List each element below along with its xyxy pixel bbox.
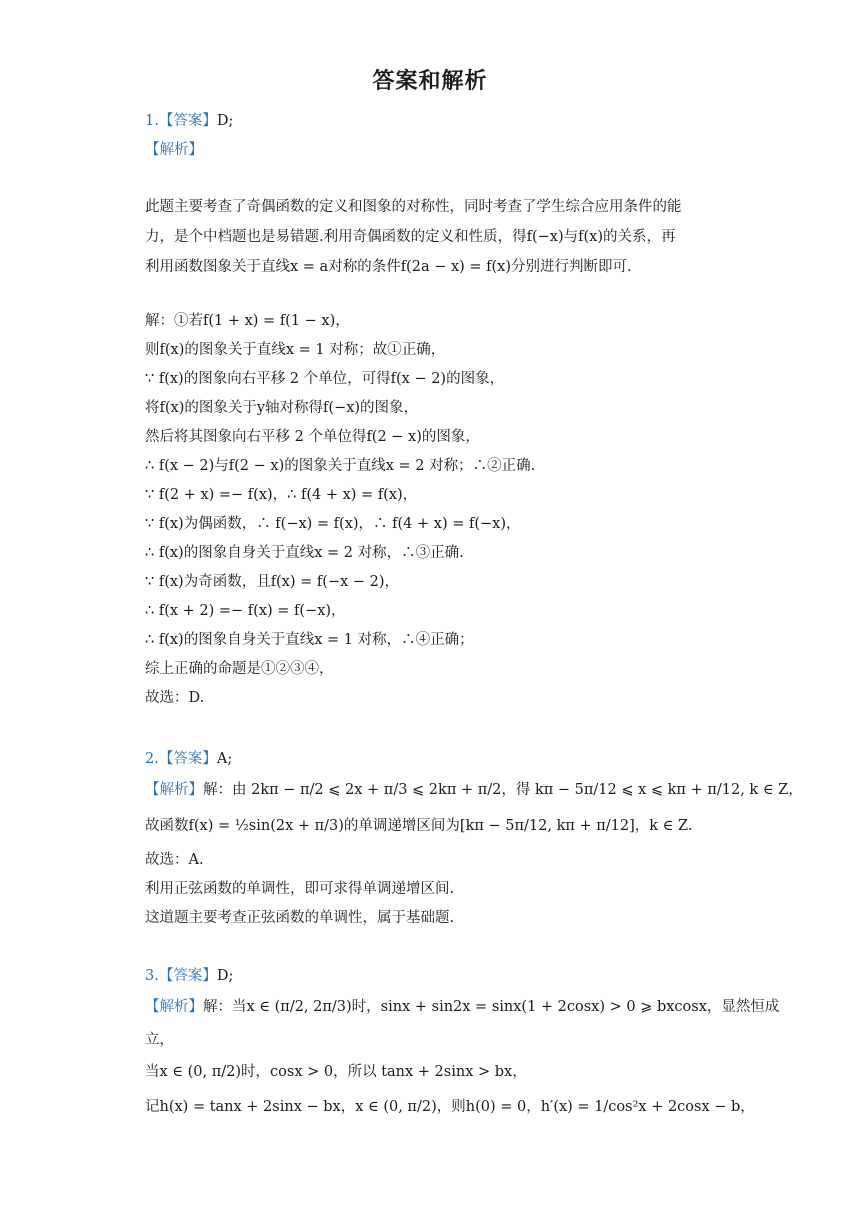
q3-answer-line bbox=[145, 966, 233, 986]
q3-analysis-label: 【解析】 bbox=[145, 999, 203, 1015]
q2-analysis-line bbox=[145, 780, 803, 800]
q2-solution-line: 这道题主要考查正弦函数的单调性，属于基础题. bbox=[145, 910, 455, 926]
q1-solution-line: 综上正确的命题是①②③④， bbox=[145, 661, 334, 677]
q1-solution-line: 则f(x)的图象关于直线x = 1 对称；故①正确， bbox=[145, 342, 446, 358]
q1-solution-line: ∴ f(x)的图象自身关于直线x = 2 对称，∴③正确. bbox=[145, 545, 464, 561]
q1-paragraph-3: 利用函数图象关于直线x = a对称的条件f(2a − x) = f(x)分别进行判断即可. bbox=[145, 259, 632, 275]
q1-solution-line: 然后将其图象向右平移 2 个单位得f(2 − x)的图象， bbox=[145, 429, 480, 445]
q3-analysis-line bbox=[145, 997, 779, 1017]
q3-solution-line: 当x ∈ (0, π/2)时，cosx > 0，所以 tanx + 2sinx > bx， bbox=[145, 1064, 527, 1080]
q1-answer-label: 1.【答案】 bbox=[145, 113, 217, 129]
q1-solution-line: 解：①若f(1 + x) = f(1 − x)， bbox=[145, 313, 350, 329]
q3-solution-line: 记h(x) = tanx + 2sinx − bx，x ∈ (0, π/2)，则h(0) = 0，h′(x) = 1/cos²x + 2cosx − b， bbox=[145, 1099, 755, 1115]
q1-answer-value: D; bbox=[216, 113, 234, 129]
page-title: 答案和解析 bbox=[372, 68, 488, 94]
q2-answer-line bbox=[145, 749, 232, 769]
q1-paragraph-1: 此题主要考查了奇偶函数的定义和图象的对称性，同时考查了学生综合应用条件的能 bbox=[145, 199, 682, 215]
q2-solution-line: 利用正弦函数的单调性，即可求得单调递增区间. bbox=[145, 881, 455, 897]
q2-solution-line: 故函数f(x) = ½sin(2x + π/3)的单调递增区间为[kπ − 5π/12, kπ + π/12]，k ∈ Z. bbox=[145, 818, 693, 834]
q1-solution-line: ∴ f(x)的图象自身关于直线x = 1 对称，∴④正确； bbox=[145, 632, 474, 648]
q2-solution-line: 故选：A. bbox=[145, 852, 204, 868]
q1-solution-line: 将f(x)的图象关于y轴对称得f(−x)的图象， bbox=[145, 400, 419, 416]
q3-analysis-text: 解：当x ∈ (π/2, 2π/3)时，sinx + sin2x = sinx(1 + 2cosx) > 0 ⩾ bxcosx，显然恒成 bbox=[203, 999, 780, 1015]
q1-solution-line: ∵ f(x)为偶函数，∴ f(−x) = f(x)，∴ f(4 + x) = f(−x)， bbox=[145, 516, 521, 532]
q2-answer-label: 2.【答案】 bbox=[145, 751, 217, 767]
q3-answer-value: D; bbox=[216, 968, 234, 984]
q3-solution-line: 立， bbox=[145, 1032, 174, 1048]
q1-solution-line: ∵ f(2 + x) =− f(x)，∴ f(4 + x) = f(x)， bbox=[145, 487, 418, 503]
q2-answer-value: A; bbox=[216, 751, 233, 767]
q1-solution-line: ∴ f(x + 2) =− f(x) = f(−x)， bbox=[145, 603, 346, 619]
q3-answer-label: 3.【答案】 bbox=[145, 968, 217, 984]
q1-answer-line bbox=[145, 111, 233, 131]
q1-solution-line: ∵ f(x)的图象向右平移 2 个单位，可得f(x − 2)的图象， bbox=[145, 371, 505, 387]
q2-analysis-label: 【解析】 bbox=[145, 782, 203, 798]
q1-solution-line: ∴ f(x − 2)与f(2 − x)的图象关于直线x = 2 对称；∴②正确. bbox=[145, 458, 536, 474]
q1-paragraph-2: 力，是个中档题也是易错题.利用奇偶函数的定义和性质，得f(−x)与f(x)的关系，再 bbox=[145, 229, 676, 245]
q2-analysis-text: 解：由 2kπ − π/2 ⩽ 2x + π/3 ⩽ 2kπ + π/2，得 kπ − 5π/12 ⩽ x ⩽ kπ + π/12, k ∈ Z， bbox=[203, 782, 803, 798]
q1-solution-line: ∵ f(x)为奇函数，且f(x) = f(−x − 2)， bbox=[145, 574, 400, 590]
q1-analysis-label: 【解析】 bbox=[145, 142, 203, 158]
q1-solution-line: 故选：D. bbox=[145, 690, 205, 706]
